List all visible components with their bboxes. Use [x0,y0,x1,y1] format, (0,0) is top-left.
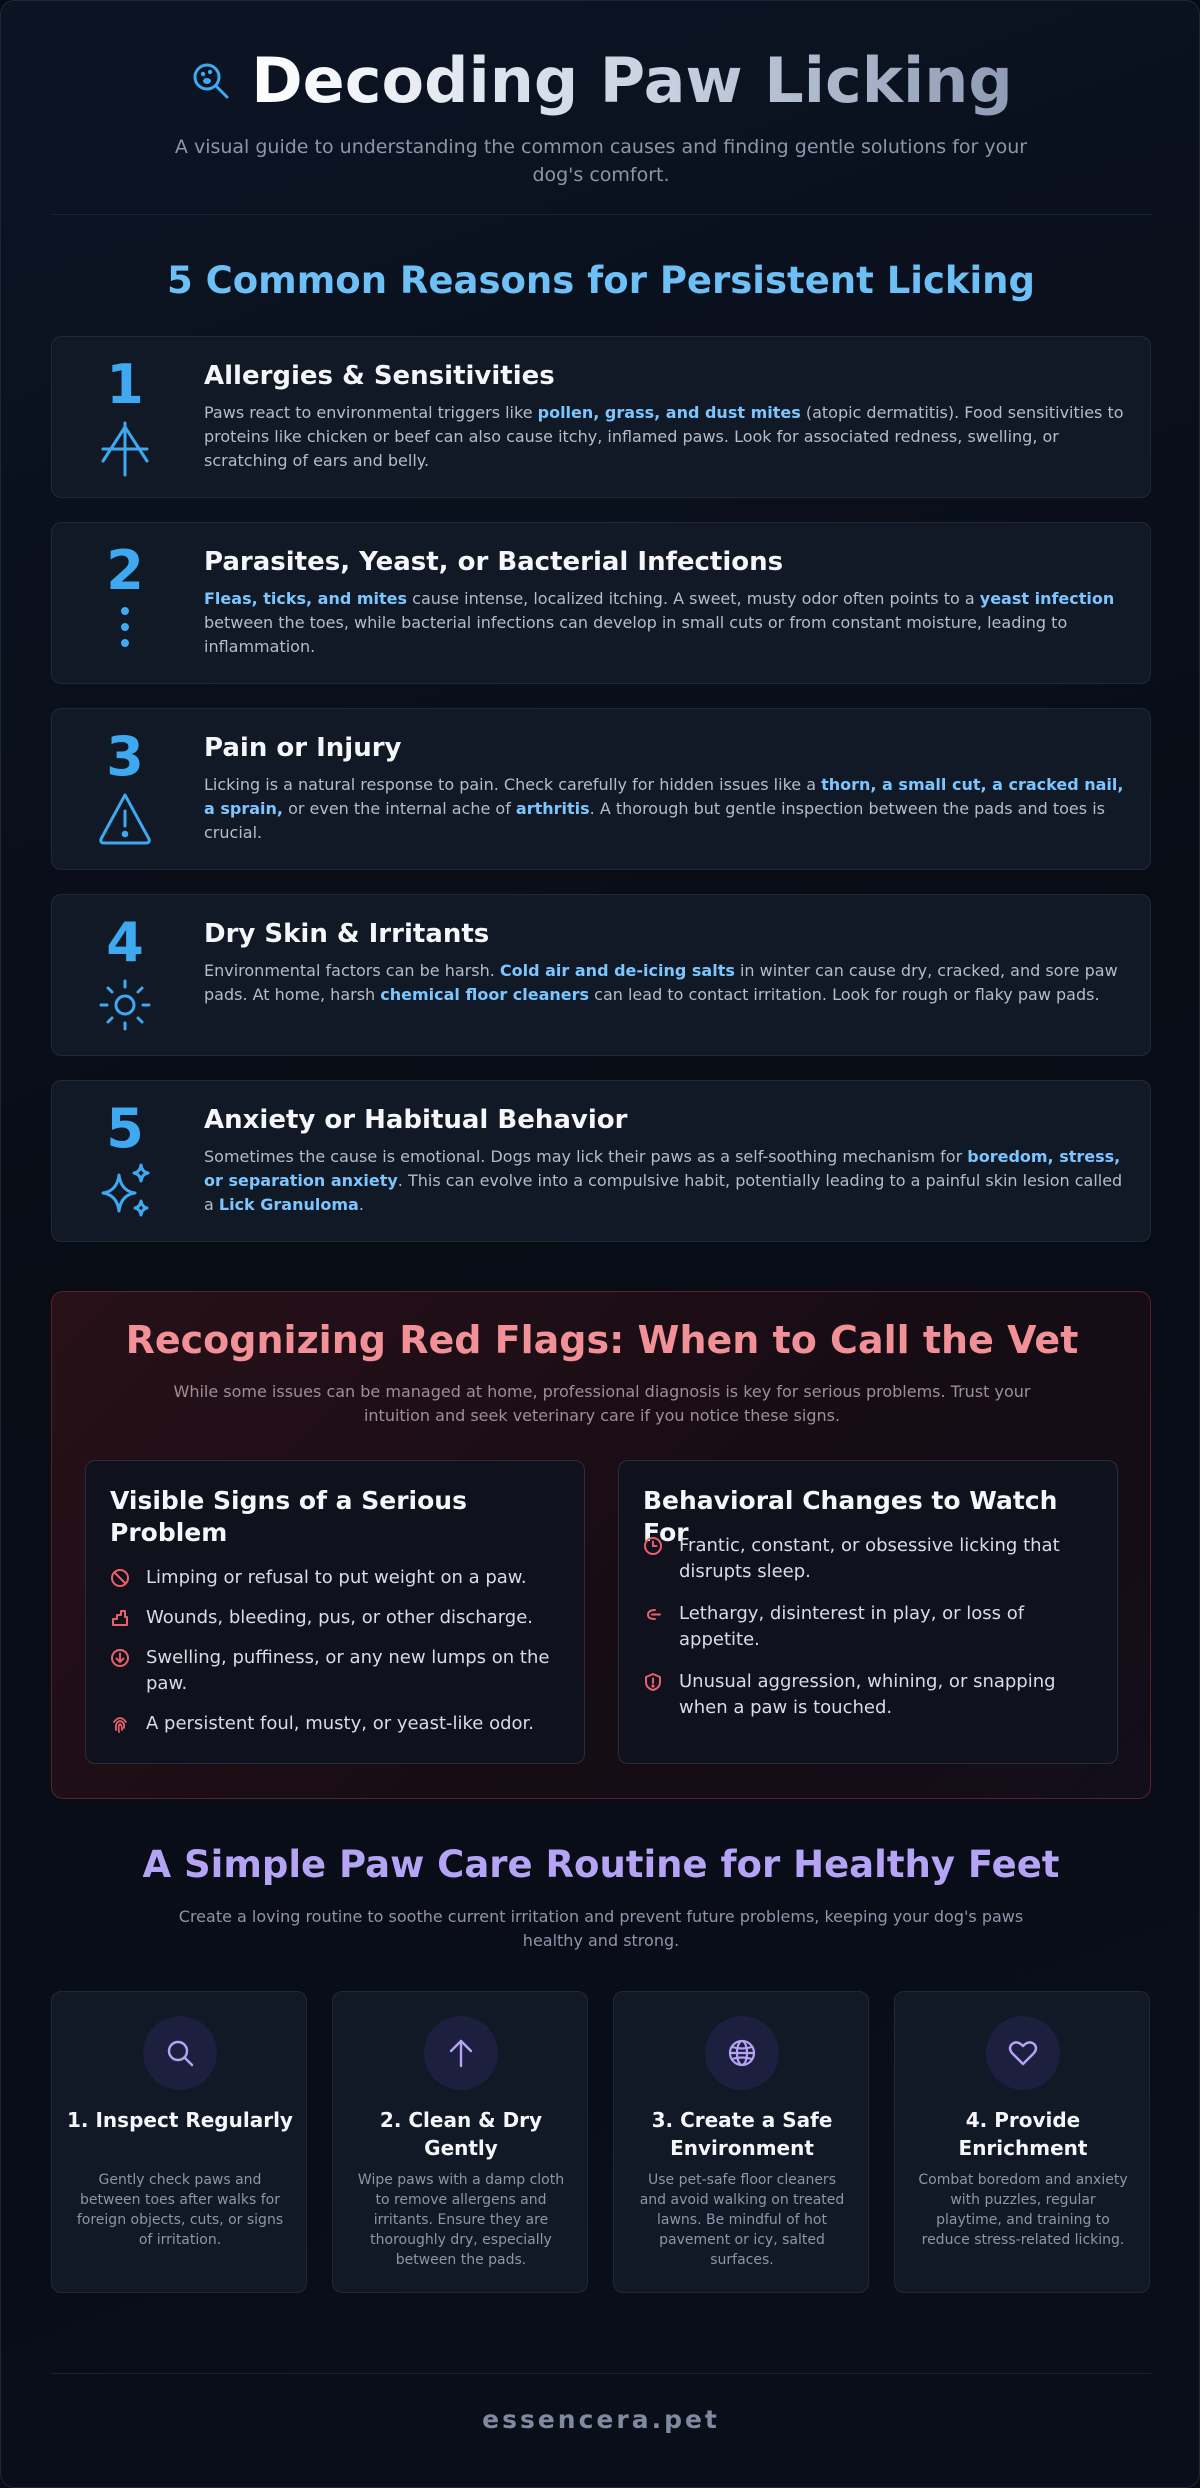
arrow-down-circle-icon [110,1648,130,1668]
bandage-icon [110,1608,130,1628]
flag-item [643,1669,1103,1721]
reason-number: 4 [106,911,144,974]
reason-number: 2 [106,539,144,602]
care-step-description: Gently check paws and between toes after walks for foreign objects, cuts, or signs of irritation. [76,2172,284,2248]
reason-card [51,708,1151,870]
clock-icon [643,1536,663,1556]
reason-highlight: boredom, stress, or separation anxiety [204,1147,1121,1190]
tired-face-icon [643,1604,663,1624]
care-step-description: Wipe paws with a damp cloth to remove allergens and irritants. Ensure they are thoroughly dry, especially between the pads. [357,2172,565,2268]
care-step-icon-circle [424,2016,498,2090]
reason-highlight: arthritis [515,799,590,818]
reason-highlight: Cold air and de-icing salts [499,961,735,980]
flag-item-text: Lethargy, disinterest in play, or loss of appetite. [679,1603,1025,1650]
search-icon [163,2036,197,2070]
care-step-icon-circle [705,2016,779,2090]
reason-number: 5 [106,1097,144,1160]
reason-highlight: thorn, a small cut, a cracked nail, a sprain, [204,775,1124,818]
reason-description: Licking is a natural response to pain. Check carefully for hidden issues like a thorn, a small cut, a cracked nail, a sprain, or even the internal ache of arthritis. A thorough but gentle inspection between the pads and toes is crucial. [204,775,1124,842]
routine-section-title: A Simple Paw Care Routine for Healthy Feet [142,1843,1060,1886]
flag-item [643,1601,1103,1653]
care-step-card [332,1991,588,2293]
no-entry-icon [110,1568,130,1588]
flag-item [110,1645,570,1697]
flag-item [110,1711,570,1737]
care-step-title: 4. Provide Enrichment [958,2108,1088,2160]
flag-item [110,1565,570,1591]
flag-item-text: Limping or refusal to put weight on a paw. [146,1567,527,1588]
reason-title: Pain or Injury [204,733,402,763]
header [1,41,1200,189]
behavioral-changes-card [618,1460,1118,1764]
reason-title: Allergies & Sensitivities [204,361,555,391]
red-flags-subtitle: While some issues can be managed at home, professional diagnosis is key for serious problems. Trust your intuition and seek veterinary care if you notice these signs. [173,1382,1031,1425]
warning-icon [97,789,153,849]
flag-item-text: Unusual aggression, whining, or snapping when a paw is touched. [679,1671,1056,1718]
footer-brand: essencera.pet [482,2405,720,2434]
behavioral-changes-title: Behavioral Changes to Watch For [643,1486,1058,1547]
care-step-description: Use pet-safe floor cleaners and avoid walking on treated lawns. Be mindful of hot pavement or icy, salted surfaces. [639,2172,845,2268]
sparkles-icon [97,1161,153,1221]
flag-item-text: A persistent foul, musty, or yeast-like odor. [146,1713,535,1734]
reason-title: Parasites, Yeast, or Bacterial Infections [204,547,784,577]
reason-description: Environmental factors can be harsh. Cold air and de-icing salts in winter can cause dry, cracked, and sore paw pads. At home, harsh chemical floor cleaners can lead to contact irritation. Look for rough or flaky paw pads. [204,961,1118,1004]
reason-title: Anxiety or Habitual Behavior [204,1105,628,1135]
page-subtitle: A visual guide to understanding the common causes and finding gentle solutions for your dog's comfort. [174,136,1028,186]
care-step-card [613,1991,869,2293]
footer-divider [51,2373,1151,2374]
reason-description: Sometimes the cause is emotional. Dogs may lick their paws as a self-soothing mechanism for boredom, stress, or separation anxiety. This can evolve into a compulsive habit, potentially leading to a painful skin lesion called a Lick Granuloma. [204,1147,1123,1214]
reason-card [51,1080,1151,1242]
reason-highlight: yeast infection [979,589,1115,608]
dots-icon [97,603,153,663]
reason-number: 1 [106,353,144,416]
reason-number: 3 [106,725,144,788]
care-step-card [51,1991,307,2293]
visible-signs-card [85,1460,585,1764]
globe-icon [725,2036,759,2070]
arrow-up-icon [444,2036,478,2070]
reason-description: Fleas, ticks, and mites cause intense, localized itching. A sweet, musty odor often points to a yeast infection between the toes, while bacterial infections can develop in small cuts or from constant moisture, leading to inflammation. [204,589,1115,656]
care-step-card [894,1991,1150,2293]
pollen-icon [97,417,153,477]
flag-item-text: Swelling, puffiness, or any new lumps on the paw. [146,1647,550,1694]
reason-card [51,522,1151,684]
reason-highlight: Fleas, ticks, and mites [204,589,408,608]
title-row [1,41,1200,121]
fingerprint-icon [110,1714,130,1734]
care-step-title: 2. Clean & Dry Gently [379,2108,543,2160]
care-step-icon-circle [143,2016,217,2090]
flag-item-text: Wounds, bleeding, pus, or other discharge. [146,1607,534,1628]
shield-alert-icon [643,1672,663,1692]
header-divider [51,214,1151,215]
care-step-title: 1. Inspect Regularly [67,2108,293,2132]
visible-signs-title: Visible Signs of a Serious Problem [110,1486,467,1547]
reason-card [51,894,1151,1056]
reason-title: Dry Skin & Irritants [204,919,490,949]
routine-subtitle: Create a loving routine to soothe current irritation and prevent future problems, keeping your dog's paws healthy and strong. [178,1907,1024,1950]
red-flags-panel [51,1291,1151,1799]
reason-highlight: Lick Granuloma [218,1195,359,1214]
sun-icon [97,975,153,1035]
reasons-section-title: 5 Common Reasons for Persistent Licking [166,259,1036,302]
heart-icon [1006,2036,1040,2070]
page-title: Decoding Paw Licking [251,41,1013,121]
reason-card [51,336,1151,498]
care-step-title: 3. Create a Safe Environment [651,2108,833,2160]
care-step-description: Combat boredom and anxiety with puzzles, regular playtime, and training to reduce stress-related licking. [918,2172,1128,2248]
reason-highlight: chemical floor cleaners [380,985,590,1004]
paw-search-icon [189,59,233,103]
care-step-icon-circle [986,2016,1060,2090]
flag-item [643,1533,1103,1585]
red-flags-title: Recognizing Red Flags: When to Call the Vet [125,1318,1079,1362]
flag-item-text: Frantic, constant, or obsessive licking that disrupts sleep. [679,1535,1060,1582]
reason-highlight: pollen, grass, and dust mites [537,403,801,422]
flag-item [110,1605,570,1631]
reason-description: Paws react to environmental triggers like pollen, grass, and dust mites (atopic dermatitis). Food sensitivities to proteins like chicken or beef can also cause itchy, inflamed paws. Look for associated redness, swelling, or scratching of ears and belly. [204,403,1124,470]
